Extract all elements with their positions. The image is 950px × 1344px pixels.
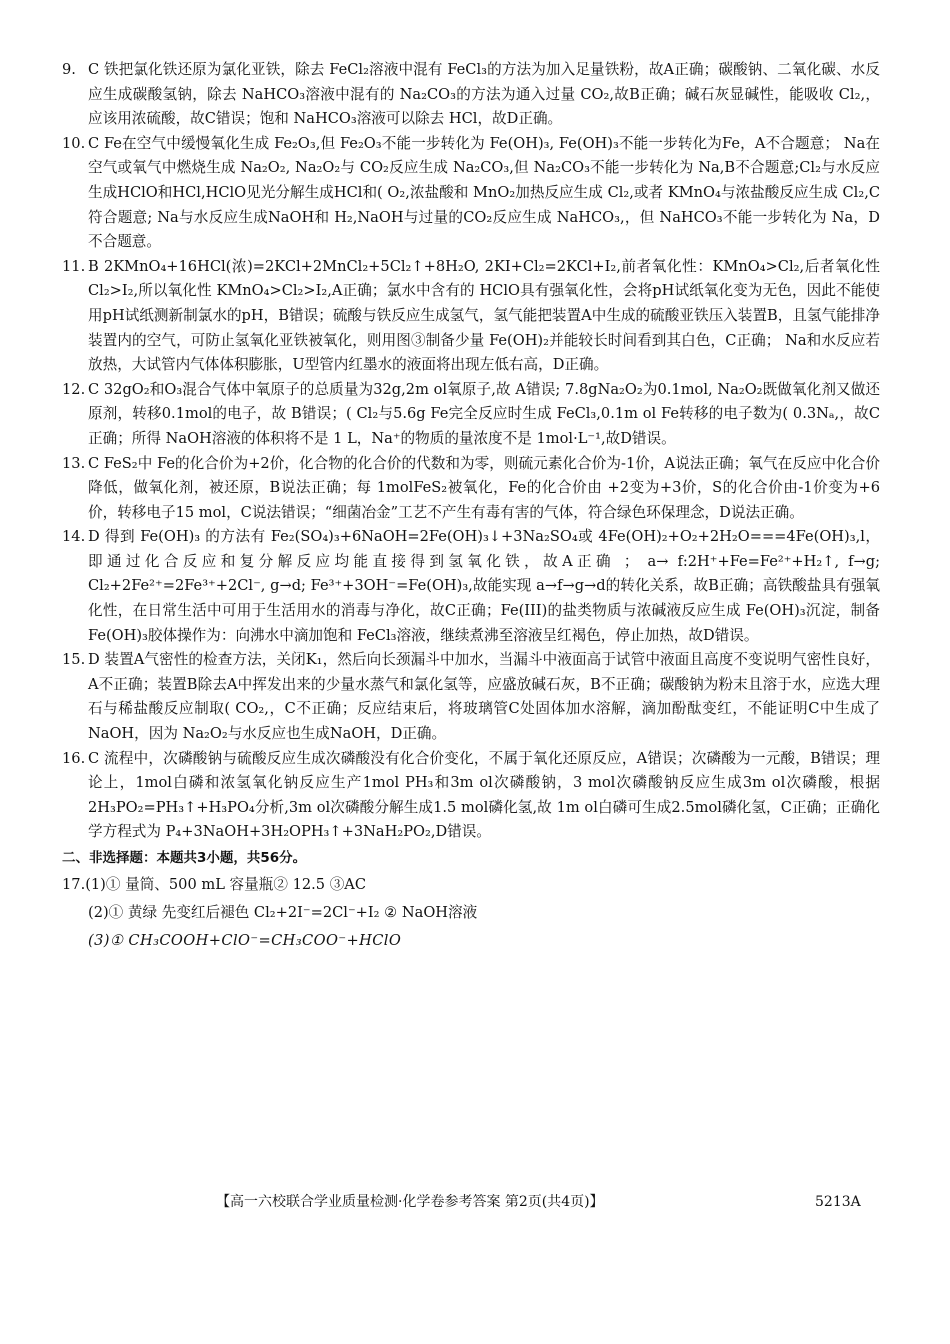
answer-item-10 — [62, 132, 880, 255]
item-text: C 32gO₂和O₃混合气体中氧原子的总质量为32g,2m ol氧原子,故 A错误; 7.8gNa₂O₂为0.1mol, Na₂O₂既做氧化剂又做还原剂，转移0.1mol的电子，故 B错误；( Cl₂与5.6g Fe完全反应时生成 FeCl₃,0.1m ol Fe转移的电子数为( 0.3Nₐ,，故C正确；所得 NaOH溶液的体积将不是 1 L，Na⁺的物质的量浓度不是 1mol·L⁻¹,故D错误。 — [88, 380, 880, 447]
answer-item-14 — [62, 525, 880, 648]
answer-item-12 — [62, 378, 880, 452]
item-number: 14. — [62, 528, 86, 546]
q17-part1: 17.(1)① 量筒、500 mL 容量瓶② 12.5 ③AC — [62, 876, 367, 893]
answer-item-13 — [62, 452, 880, 526]
item-number: 12. — [62, 380, 86, 398]
answer-item-15 — [62, 648, 880, 746]
answer-page — [62, 58, 880, 955]
item-number: 16. — [62, 749, 86, 767]
item-number: 11. — [62, 257, 86, 275]
q17-part2: (2)① 黄绿 先变红后褪色 Cl₂+2I⁻=2Cl⁻+I₂ ② NaOH溶液 — [88, 904, 478, 921]
item-number: 10. — [62, 134, 86, 152]
item-text: C 流程中，次磷酸钠与硫酸反应生成次磷酸没有化合价变化，不属于氧化还原反应，A错误；次磷酸为一元酸，B错误；理论上，1mol白磷和浓氢氧化钠反应生产1mol PH₃和3m ol次磷酸钠，3 mol次磷酸钠反应生成3m ol次磷酸，根据 2H₃PO₂=PH₃↑+H₃PO₄分析,3m ol次磷酸分解生成1.5 mol磷化氢,故 1m ol白磷可生成2.5mol磷化氢，C正确；正确化学方程式为 P₄+3NaOH+3H₂OPH₃↑+3NaH₂PO₂,D错误。 — [88, 749, 880, 841]
answer-item-11 — [62, 255, 880, 378]
item-text: D 得到 Fe(OH)₃ 的方法有 Fe₂(SO₄)₃+6NaOH=2Fe(OH)₃↓+3Na₂SO₄或 4Fe(OH)₂+O₂+2H₂O===4Fe(OH)₃,l，即通过化合反应和复分解反应均能直接得到氢氧化铁，故A正确 ； a→ f:2H⁺+Fe=Fe²⁺+H₂↑, f→g; Cl₂+2Fe²⁺=2Fe³⁺+2Cl⁻, g→d; Fe³⁺+3OH⁻=Fe(OH)₃,故能实现 a→f→g→d的转化关系，故B正确；高铁酸盐具有强氧化性，在日常生活中可用于生活用水的消毒与净化，故C正确；Fe(III)的盐类物质与浓碱液反应生成 Fe(OH)₃沉淀，制备 Fe(OH)₃胶体操作为：向沸水中滴加饱和 FeCl₃溶液，继续煮沸至溶液呈红褐色，停止加热，故D错误。 — [88, 528, 880, 644]
item-number: 9. — [62, 61, 76, 78]
section-heading: 二、非选择题：本题共3小题，共56分。 — [62, 850, 307, 866]
q17-part3: (3)① CH₃COOH+ClO⁻=CH₃COO⁻+HClO — [88, 932, 402, 949]
item-text: B 2KMnO₄+16HCl(浓)=2KCl+2MnCl₂+5Cl₂↑+8H₂O, 2KI+Cl₂=2KCl+I₂,前者氧化性：KMnO₄>Cl₂,后者氧化性 Cl₂>I₂,所以氧化性 KMnO₄>Cl₂>I₂,A正确；氯水中含有的 HClO具有强氧化性，会将pH试纸氧化变为无色，因此不能使用pH试纸测新制氯水的pH，B错误；硫酸与铁反应生成氢气，氢气能把装置A中生成的硫酸亚铁压入装置B，且氢气能排净装置内的空气，可防止氢氧化亚铁被氧化，则用图③制备少量 Fe(OH)₂并能较长时间看到其白色，C正确； Na和水反应若放热，大试管内气体体积膨胀，U型管内红墨水的液面将出现左低右高，D正确。 — [88, 257, 880, 374]
item-text: C FeS₂中 Fe的化合价为+2价，化合物的化合价的代数和为零，则硫元素化合价为-1价，A说法正确；氧气在反应中化合价降低，做氧化剂，被还原，B说法正确；每 1molFeS₂被氧化，Fe的化合价由 +2变为+3价，S的化合价由-1价变为+6价，转移电子15 mol，C说法错误；“细菌冶金”工艺不产生有毒有害的气体，符合绿色环保理念，D说法正确。 — [88, 454, 880, 521]
answer-item-9 — [62, 58, 880, 132]
item-number: 13. — [62, 454, 86, 472]
answer-item-16 — [62, 747, 880, 845]
item-text: D 装置A气密性的检查方法，关闭K₁，然后向长颈漏斗中加水，当漏斗中液面高于试管中液面且高度不变说明气密性良好，A不正确；装置B除去A中挥发出来的少量水蒸气和氯化氢等，应盛放碱石灰，B不正确；碳酸钠为粉末且溶于水，应选大理石与稀盐酸反应制取( CO₂,，C不正确；反应结束后，将玻璃管C处固体加水溶解，滴加酚酞变红，不能证明C中生成了 NaOH，因为 Na₂O₂与水反应也生成NaOH，D正确。 — [88, 651, 880, 743]
footer-title: 【高一六校联合学业质量检测·化学卷参考答案 第2页(共4页)】 — [216, 1194, 604, 1210]
footer-code: 5213A — [815, 1194, 861, 1210]
item-text: C 铁把氯化铁还原为氯化亚铁，除去 FeCl₂溶液中混有 FeCl₃的方法为加入足量铁粉，故A正确；碳酸钠、二氧化碳、水反应生成碳酸氢钠，除去 NaHCO₃溶液中混有的 Na₂CO₃的方法为通入过量 CO₂,故B正确；碱石灰显碱性，能吸收 Cl₂,，应该用浓硫酸，故C错误；饱和 NaHCO₃溶液可以除去 HCl，故D正确。 — [88, 61, 880, 128]
item-number: 15. — [62, 651, 86, 669]
item-text: C Fe在空气中缓慢氧化生成 Fe₂O₃,但 Fe₂O₃不能一步转化为 Fe(OH)₃, Fe(OH)₃不能一步转化为Fe，A不合题意； Na在空气或氧气中燃烧生成 Na₂O₂, Na₂O₂与 CO₂反应生成 Na₂CO₃,但 Na₂CO₃不能一步转化为 Na,B不合题意;Cl₂与水反应生成HClO和HCl,HClO见光分解生成HCl和( O₂,浓盐酸和 MnO₂加热反应生成 Cl₂,或者 KMnO₄与浓盐酸反应生成 Cl₂,C符合题意; Na与水反应生成NaOH和 H₂,NaOH与过量的CO₂反应生成 NaHCO₃,，但 NaHCO₃不能一步转化为 Na，D不合题意。 — [88, 134, 880, 251]
